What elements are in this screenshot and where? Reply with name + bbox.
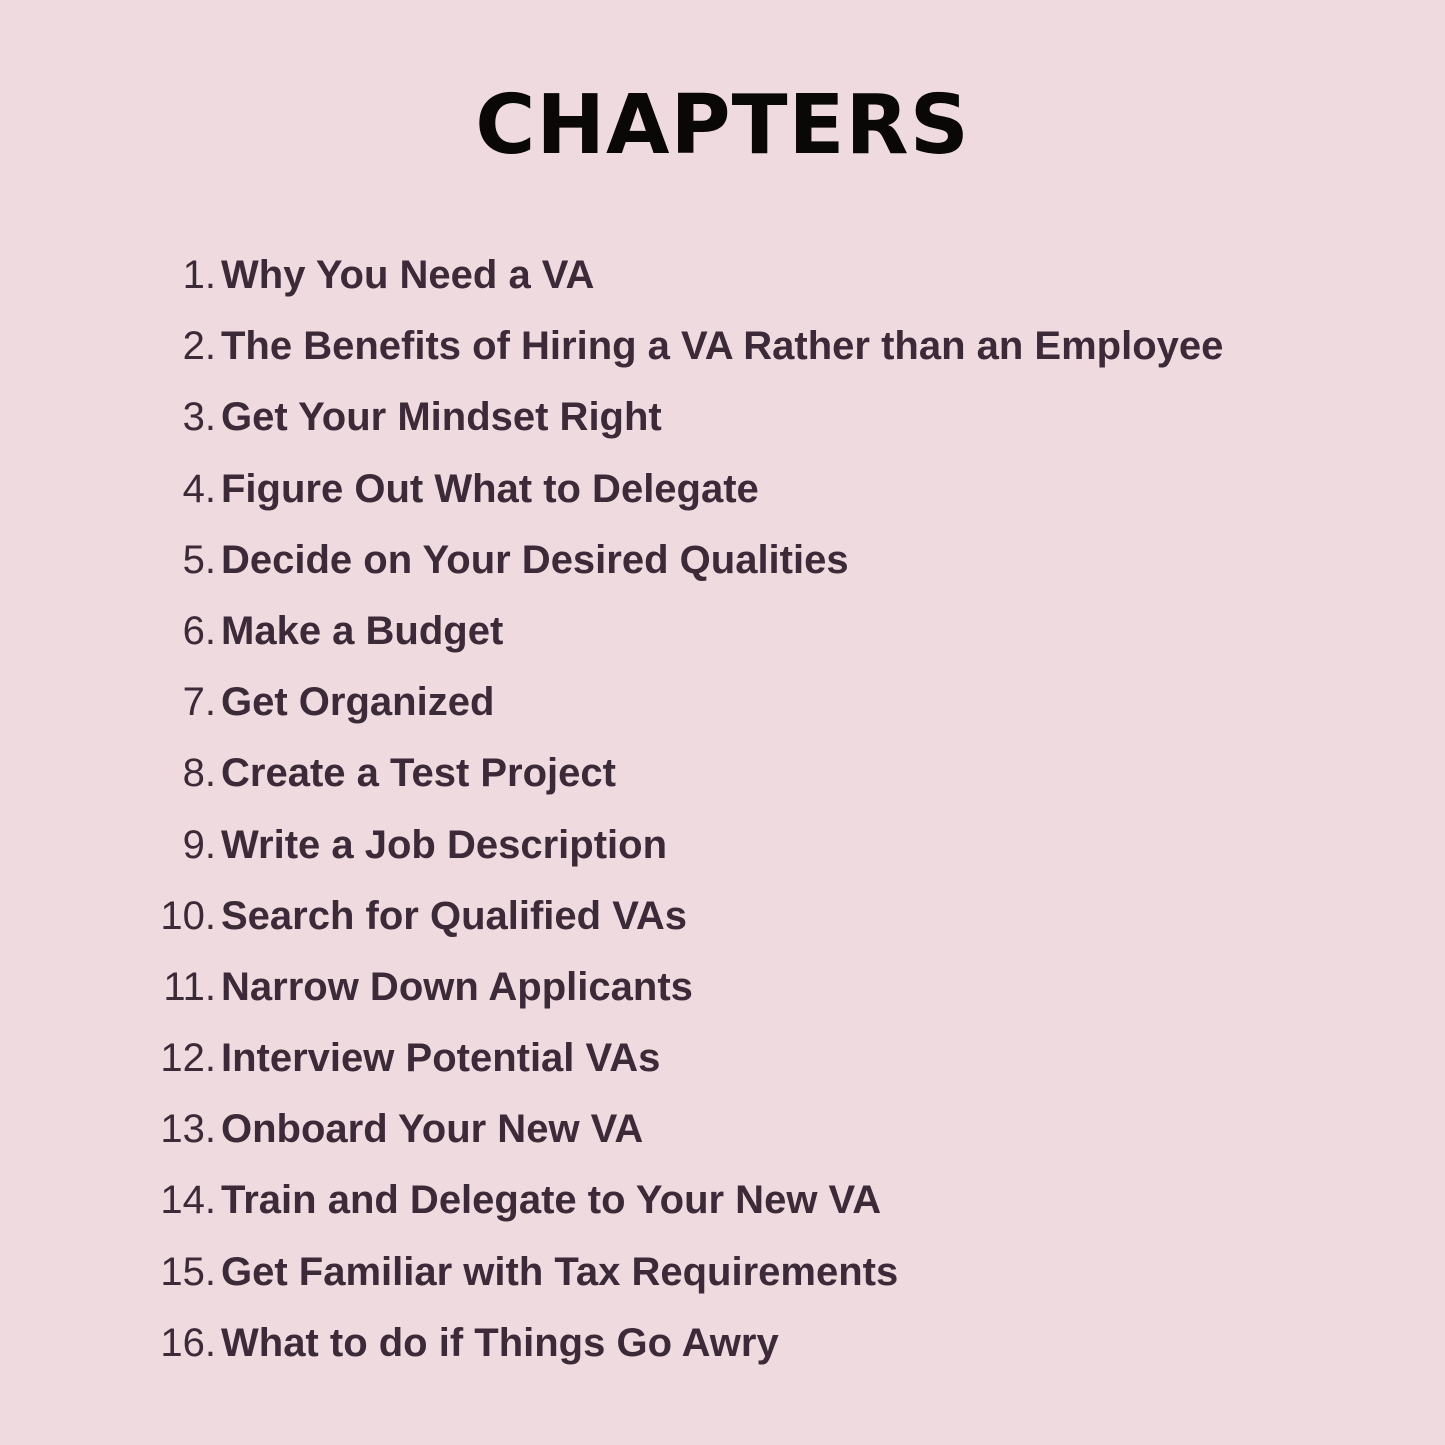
chapter-item-3 <box>0 382 1445 453</box>
chapter-number: 9. <box>182 822 216 867</box>
chapter-title: Search for Qualified VAs <box>221 893 688 938</box>
chapter-item-8 <box>0 738 1445 809</box>
chapter-number: 3. <box>182 395 216 440</box>
chapter-item-6 <box>0 596 1445 667</box>
chapter-title: Train and Delegate to Your New VA <box>221 1178 882 1223</box>
chapter-title: The Benefits of Hiring a VA Rather than an Employee <box>221 324 1224 369</box>
chapter-number: 7. <box>182 680 216 725</box>
chapter-title: Write a Job Description <box>221 822 668 867</box>
chapter-number: 15. <box>160 1249 216 1294</box>
chapter-number: 16. <box>160 1320 216 1365</box>
chapter-title: Get Familiar with Tax Requirements <box>221 1249 899 1294</box>
chapter-title: Figure Out What to Delegate <box>221 466 759 511</box>
chapter-title: Get Your Mindset Right <box>221 395 662 440</box>
chapter-item-9 <box>0 810 1445 881</box>
chapter-number: 5. <box>182 537 216 582</box>
chapter-title: Decide on Your Desired Qualities <box>221 537 849 582</box>
chapter-number: 6. <box>182 608 216 653</box>
chapter-title: What to do if Things Go Awry <box>221 1320 779 1365</box>
chapter-number: 1. <box>182 253 216 297</box>
chapter-item-2 <box>0 311 1445 382</box>
chapter-item-13 <box>0 1094 1445 1165</box>
chapter-item-16 <box>0 1308 1445 1379</box>
chapter-number: 11. <box>163 964 216 1009</box>
chapter-number: 10. <box>160 893 216 938</box>
chapter-number: 2. <box>182 324 216 369</box>
chapter-list <box>0 240 1445 1379</box>
chapter-title: Narrow Down Applicants <box>221 964 693 1009</box>
chapter-title: Onboard Your New VA <box>221 1107 644 1152</box>
chapter-title: Why You Need a VA <box>221 253 595 297</box>
chapter-item-15 <box>0 1237 1445 1308</box>
chapter-item-10 <box>0 881 1445 952</box>
chapter-item-11 <box>0 952 1445 1023</box>
chapter-title: Make a Budget <box>221 608 504 653</box>
chapter-title: Create a Test Project <box>221 751 616 796</box>
chapter-title: Get Organized <box>221 680 495 725</box>
chapter-item-14 <box>0 1165 1445 1236</box>
chapter-number: 13. <box>160 1107 216 1152</box>
chapter-title: Interview Potential VAs <box>221 1036 661 1081</box>
chapter-item-1 <box>0 240 1445 311</box>
chapter-item-5 <box>0 525 1445 596</box>
chapter-number: 8. <box>182 751 216 796</box>
chapter-number: 12. <box>160 1036 216 1081</box>
chapter-item-7 <box>0 667 1445 738</box>
page-title: CHAPTERS <box>475 78 970 173</box>
chapter-number: 4. <box>182 466 216 511</box>
chapter-item-12 <box>0 1023 1445 1094</box>
chapter-item-4 <box>0 454 1445 525</box>
chapter-number: 14. <box>160 1178 216 1223</box>
